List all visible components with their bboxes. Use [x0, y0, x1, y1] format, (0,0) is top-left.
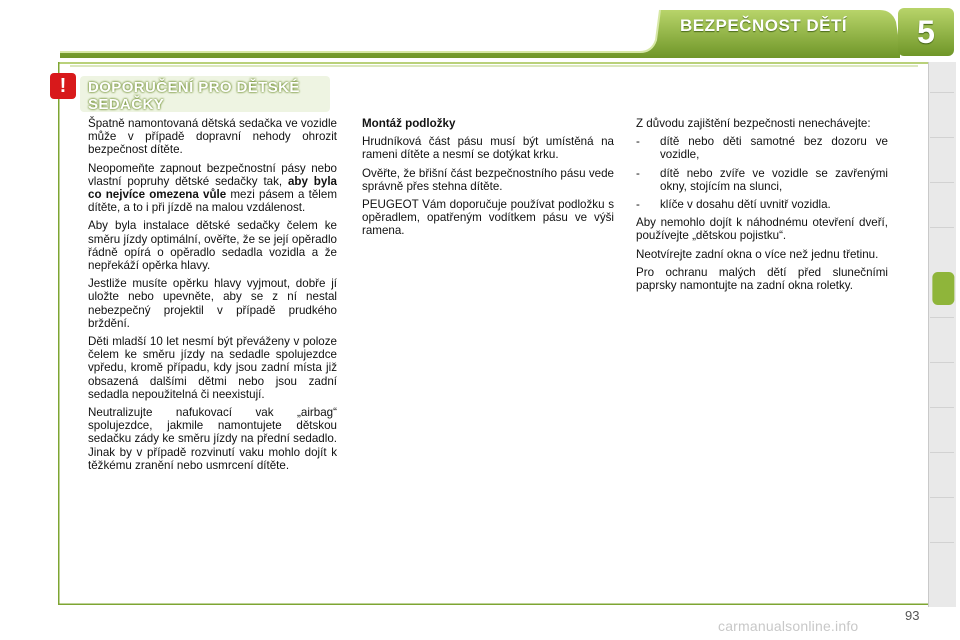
warning-exclamation-icon: !	[50, 73, 76, 99]
list-item-text: dítě nebo děti samotné bez dozoru ve vozidle,	[660, 135, 888, 162]
subsection-title: Montáž podložky	[362, 117, 456, 130]
paragraph: Jestliže musíte opěrku hlavy vyjmout, dobře jí uložte nebo upevněte, aby se z ní nestal nebezpečný projektil v případě prudkého brždění.	[88, 277, 337, 330]
list-item	[636, 135, 888, 161]
list-item-text: klíče v dosahu dětí uvnitř vozidla.	[660, 198, 831, 212]
chapter-tab-active[interactable]	[928, 272, 956, 305]
paragraph: Neotvírejte zadní okna o více než jednu třetinu.	[636, 247, 879, 261]
watermark: carmanualsonline.info	[718, 618, 859, 634]
dash-bullet: -	[636, 198, 640, 212]
paragraph: Špatně namontovaná dětská sedačka ve vozidle může v případě dopravní nehody ohrozit bezpečnost dítěte.	[88, 117, 337, 157]
list-item	[636, 198, 888, 211]
paragraph: Pro ochranu malých dětí před slunečními paprsky namontujte na zadní okna roletky.	[636, 265, 888, 293]
column-1	[88, 117, 337, 477]
paragraph-intro: Z důvodu zajištění bezpečnosti nenechávejte:	[636, 117, 871, 130]
list-item	[636, 167, 888, 193]
paragraph-seatbelt	[88, 162, 337, 215]
section-title-line1: DOPORUČENÍ PRO DĚTSKÉ	[88, 79, 300, 96]
dash-bullet: -	[636, 135, 640, 149]
paragraph: Ověřte, že břišní část bezpečnostního pásu vede správně přes stehna dítěte.	[362, 166, 614, 193]
paragraph: Aby nemohlo dojít k náhodnému otevření dveří, používejte „dětskou pojistku“.	[636, 216, 888, 243]
list-item-text: dítě nebo zvíře ve vozidle se zavřenými okny, stojícím na slunci,	[660, 166, 888, 193]
warning-list	[636, 135, 888, 211]
chapter-title: BEZPEČNOST DĚTÍ	[680, 16, 848, 35]
chapter-number: 5	[917, 14, 935, 50]
chapter-tab-rail	[928, 62, 960, 607]
paragraph: PEUGEOT Vám doporučuje používat podložku s opěradlem, opatřeným vodítkem pásu ve výši ramena.	[362, 198, 614, 238]
text: Neopomeňte zapnout bezpečnostní pásy nebo vlastní popruhy dětské sedačky tak,	[88, 161, 337, 188]
emphasis-text: aby byla co nejvíce omezena vůle	[88, 174, 337, 202]
section-title-line2: SEDAČKY	[88, 96, 165, 113]
paragraph: Neutralizujte nafukovací vak „airbag“ spolujezdce, jakmile namontujete dětskou sedačku zády ke směru jízdy na přední sedadlo. Jinak by v případě rozvinutí vaku mohlo dojít k těžkému zranění nebo usmrcení dítěte.	[88, 406, 337, 472]
page-number: 93	[905, 608, 920, 623]
paragraph: Aby byla instalace dětské sedačky čelem ke směru jízdy optimální, ověřte, že se její opěradlo řádně opírá o opěradlo sedadla vozidla a že nepřekáží opěrka hlavy.	[88, 219, 337, 273]
paragraph: Hrudníková část pásu musí být umístěná na rameni dítěte a nesmí se dotýkat krku.	[362, 135, 614, 162]
column-2	[362, 117, 614, 243]
column-3	[636, 117, 888, 297]
paragraph: Děti mladší 10 let nesmí být převáženy v poloze čelem ke směru jízdy na sedadle spolujezdce vpředu, kromě případu, kdy jsou zadní místa již obsazená dalšími dětmi nebo jsou zadní sedadla nepoužitelná či neexistují.	[88, 335, 337, 401]
section-title	[88, 79, 348, 113]
dash-bullet: -	[636, 166, 640, 180]
text: mezi pásem a tělem dítěte, a to i při jízdě na malou vzdálenost.	[88, 188, 337, 215]
